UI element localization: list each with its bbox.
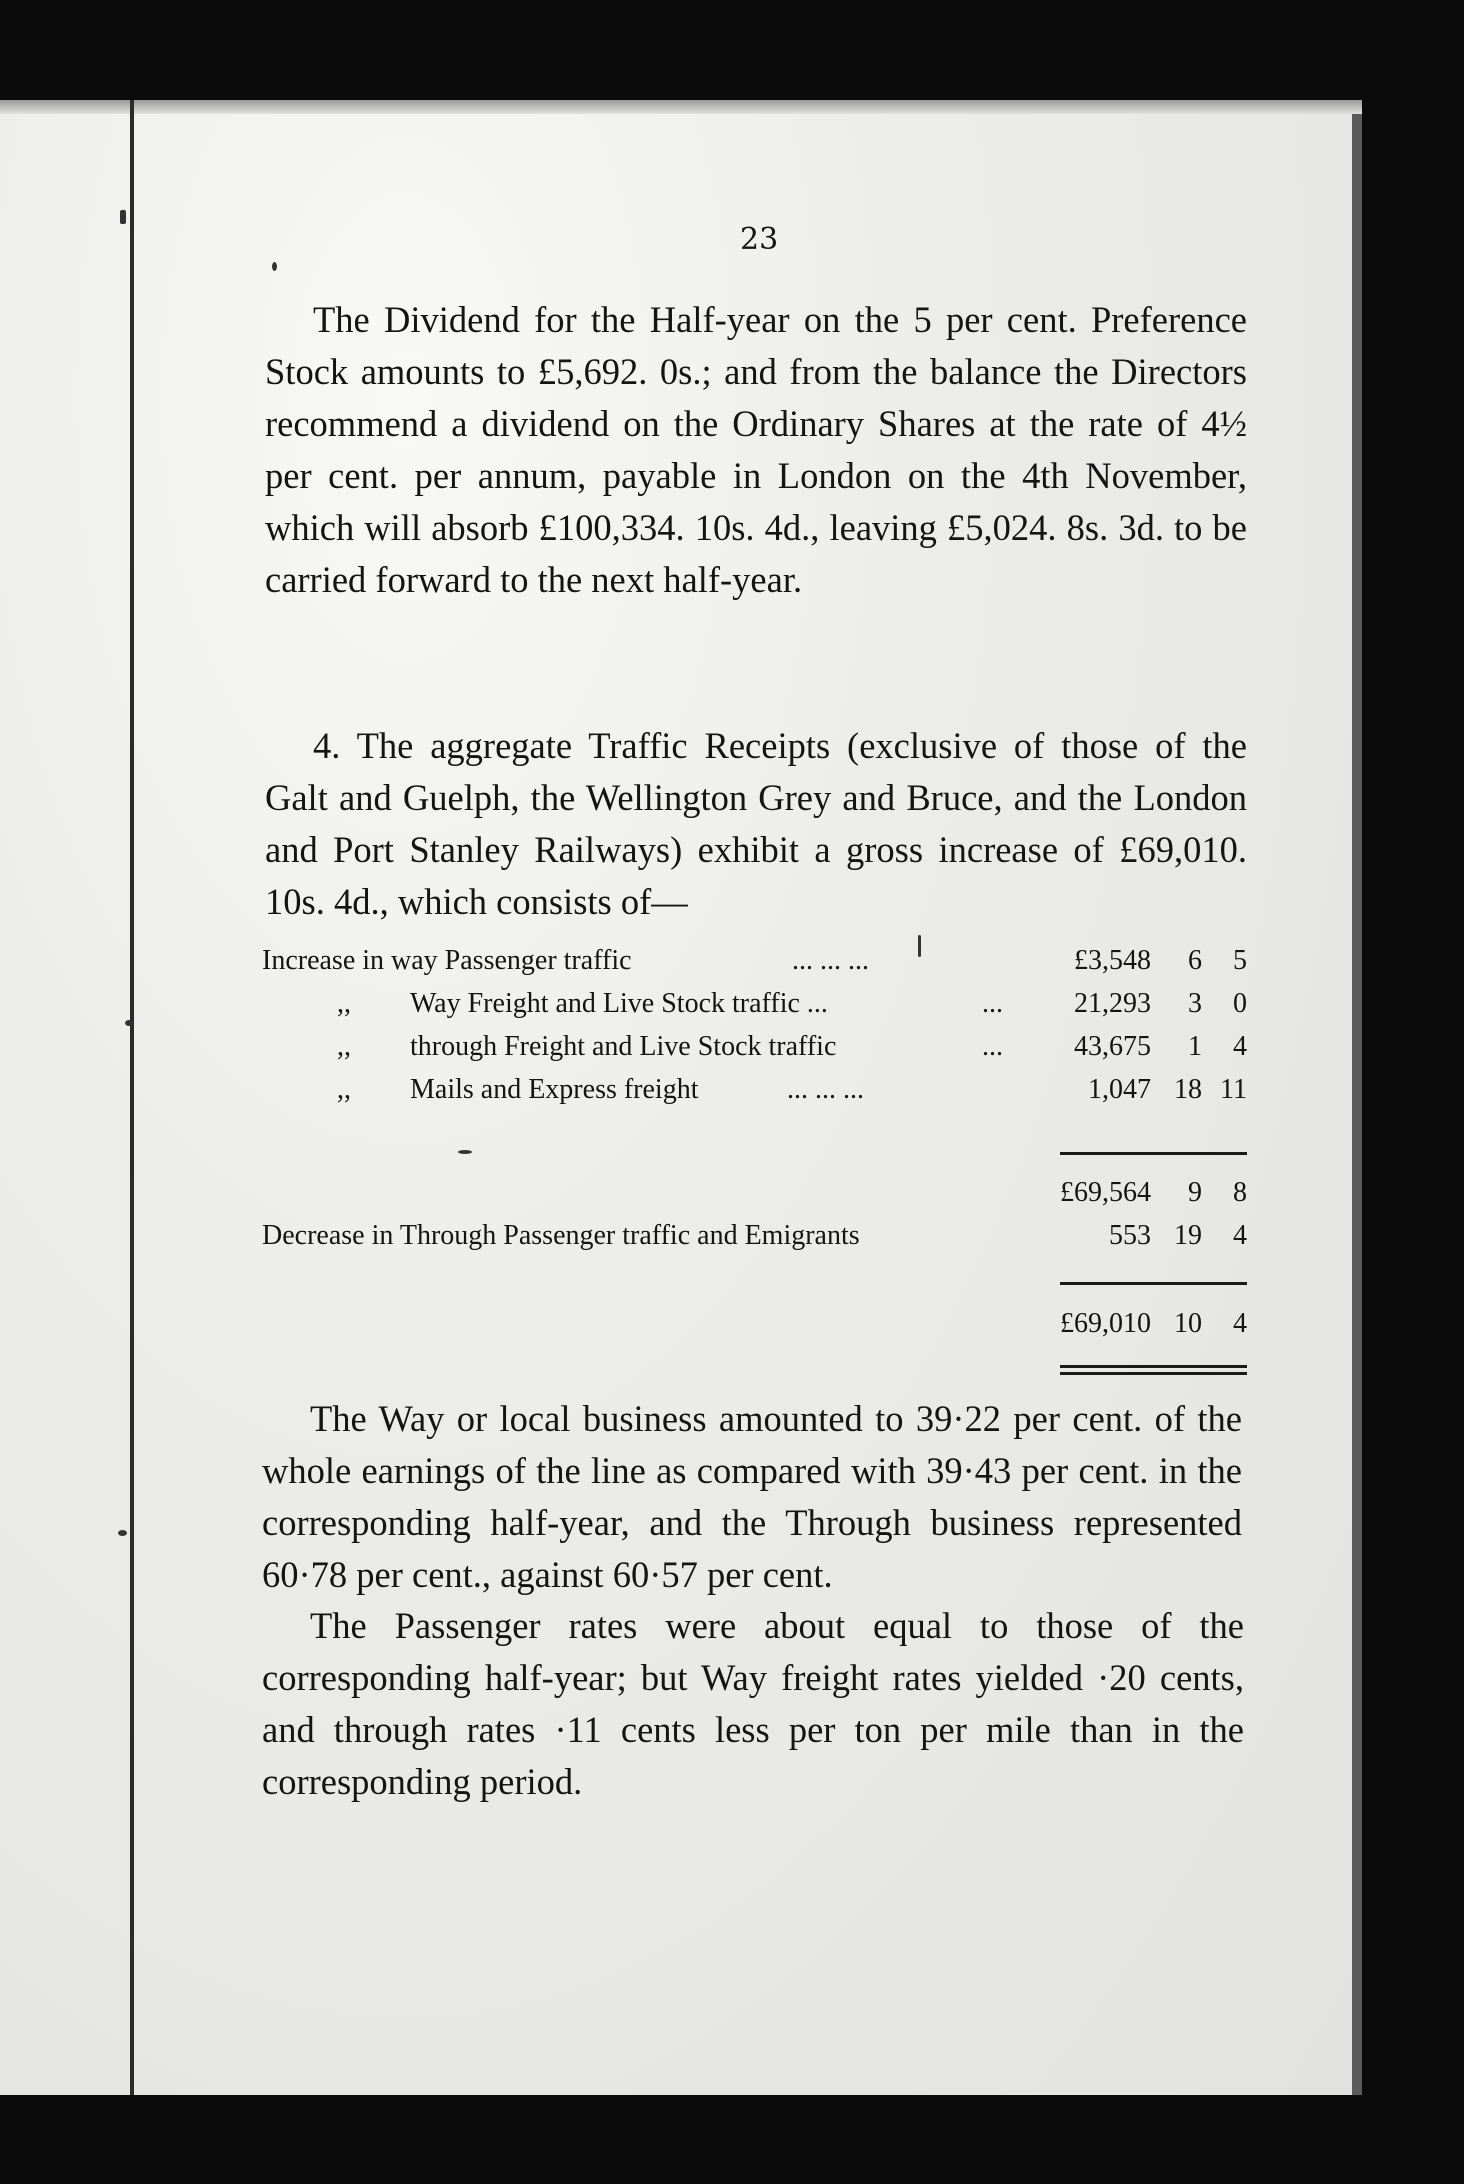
decrease-label: Decrease in Through Passenger traffic and Emigrants [262, 1220, 860, 1251]
binding-mark [120, 210, 126, 224]
subtotal-rule [1060, 1152, 1247, 1155]
leader-dots: ... [982, 1031, 1003, 1062]
row-shillings: 6 [1188, 945, 1202, 976]
page-number: 23 [740, 222, 779, 257]
row-pounds: £3,548 [1074, 945, 1151, 976]
row-pounds: 21,293 [1074, 988, 1151, 1019]
subtotal-row [262, 1177, 1247, 1217]
row-label: Way Freight and Live Stock traffic ... [410, 988, 828, 1019]
page-gutter [130, 100, 134, 2095]
row-shillings: 1 [1188, 1031, 1202, 1062]
ink-speck [458, 1150, 472, 1154]
leader-dots: ... ... ... [792, 945, 869, 976]
row-label: Mails and Express freight [410, 1074, 699, 1105]
way-business-paragraph: The Way or local business amounted to 39·22 per cent. of the whole earnings of the line as compared with 39·43 per cent. in the corresponding half-year, and the Through business represented 60·78 per cent., against 60·57 per cent. [262, 1398, 1242, 1595]
row-pence: 0 [1233, 988, 1247, 1019]
total-shillings: 10 [1174, 1308, 1202, 1339]
row-shillings: 3 [1188, 988, 1202, 1019]
total-double-rule [1060, 1365, 1247, 1368]
row-pence: 11 [1220, 1074, 1247, 1105]
total-pence: 4 [1233, 1308, 1247, 1339]
table-row [262, 1031, 1247, 1071]
rates-paragraph: The Passenger rates were about equal to those of the corresponding half-year; but Way freight rates yielded ·20 cents, and through rates ·11 cents less per ton per mile than in the corresponding period. [262, 1605, 1244, 1802]
ditto-mark: ,, [337, 1074, 351, 1105]
row-label: through Freight and Live Stock traffic [410, 1031, 837, 1062]
leader-dots: ... ... ... [787, 1074, 864, 1105]
ditto-mark: ,, [337, 988, 351, 1019]
row-pounds: 1,047 [1088, 1074, 1151, 1105]
row-shillings: 18 [1174, 1074, 1202, 1105]
dividend-paragraph: The Dividend for the Half-year on the 5 per cent. Preference Stock amounts to £5,692. 0s.; and from the balance the Directors recommend a dividend on the Ordinary Shares at the rate of 4½ per cent. per annum, payable in London on the 4th November, which will absorb £100,334. 10s. 4d., leaving £5,024. 8s. 3d. to be carried forward to the next half-year. [265, 299, 1247, 600]
row-pence: 4 [1233, 1031, 1247, 1062]
binding-mark [125, 1020, 133, 1026]
subtotal-pence: 8 [1233, 1177, 1247, 1208]
row-pounds: 43,675 [1074, 1031, 1151, 1062]
ink-speck [918, 935, 921, 957]
row-pence: 5 [1233, 945, 1247, 976]
table-row [262, 988, 1247, 1028]
subtotal-pounds: £69,564 [1060, 1177, 1151, 1208]
decrease-shillings: 19 [1174, 1220, 1202, 1251]
leader-dots: ... [982, 988, 1003, 1019]
decrease-pence: 4 [1233, 1220, 1247, 1251]
table-row [262, 1074, 1247, 1114]
decrease-pounds: 553 [1109, 1220, 1151, 1251]
ditto-mark: ,, [337, 1031, 351, 1062]
traffic-receipts-paragraph: 4. The aggregate Traffic Receipts (exclusive of those of the Galt and Guelph, the Wellington Grey and Bruce, and the London and Port Stanley Railways) exhibit a gross increase of £69,010. 10s. 4d., which consists of— [265, 725, 1247, 922]
row-label: Increase in way Passenger traffic [262, 945, 632, 976]
total-pounds: £69,010 [1060, 1308, 1151, 1339]
subtotal-shillings: 9 [1188, 1177, 1202, 1208]
total-row [262, 1308, 1247, 1348]
decrease-row [262, 1220, 1247, 1260]
page-top-edge [0, 100, 1362, 114]
total-rule [1060, 1282, 1247, 1285]
table-row [262, 945, 1247, 985]
ink-speck [272, 262, 277, 271]
binding-mark [118, 1530, 127, 1536]
